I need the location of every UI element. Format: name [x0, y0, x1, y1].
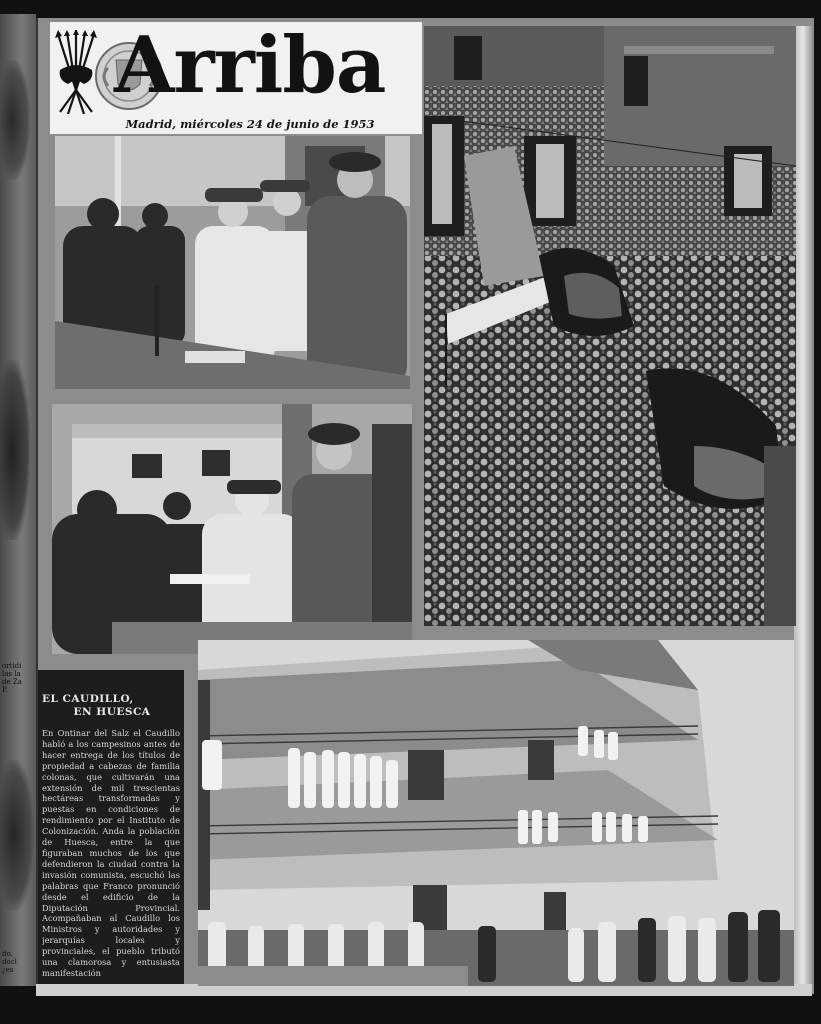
photo-street-crowd	[424, 26, 796, 626]
photo-ceremony-handshake	[52, 404, 412, 654]
article-body-text: En Ontinar del Salz el Caudillo habló a los campesinos antes de hacer entrega de los títulos de propiedad a cabezas de familia colonas, que cultivarán una extensión de mil trescientas hectáreas transformadas y puestas en condiciones de rendimiento por el Instituto de Colonización. Anda la población de Huesca, entre la que figuraban muchos de los que defendieron la ciudad contra la invasión comunista, escuchó las palabras que Franco pronunció desde el edificio de la Diputación Provincial. Acompañaban al Caudillo los Ministros y autoridades y jerarquías locales y provinciales, el pueblo tributó una clamorosa y entusiasta manifestación	[42, 728, 180, 978]
yoke-and-arrows-icon	[54, 30, 98, 114]
photo-building-balconies	[198, 640, 794, 986]
adjacent-page-text-fragment: ortidi las la de Za P.	[2, 662, 22, 694]
article-subheading: EN HUESCA	[73, 706, 151, 718]
article-heading: EL CAUDILLO,	[42, 693, 134, 705]
adjacent-page-photo-tree-middle	[0, 360, 30, 540]
newspaper-dateline: Madrid, miércoles 24 de junio de 1953	[125, 117, 375, 131]
newspaper-title: Arriba	[114, 20, 386, 111]
adjacent-page-photo-tree	[0, 60, 30, 180]
photo-ceremony-podium	[55, 136, 410, 389]
page-edge	[794, 26, 812, 988]
adjacent-page-photo-tree-bottom	[0, 760, 34, 910]
adjacent-page-text-fragment-bottom: do, docl ¿es	[2, 950, 17, 974]
